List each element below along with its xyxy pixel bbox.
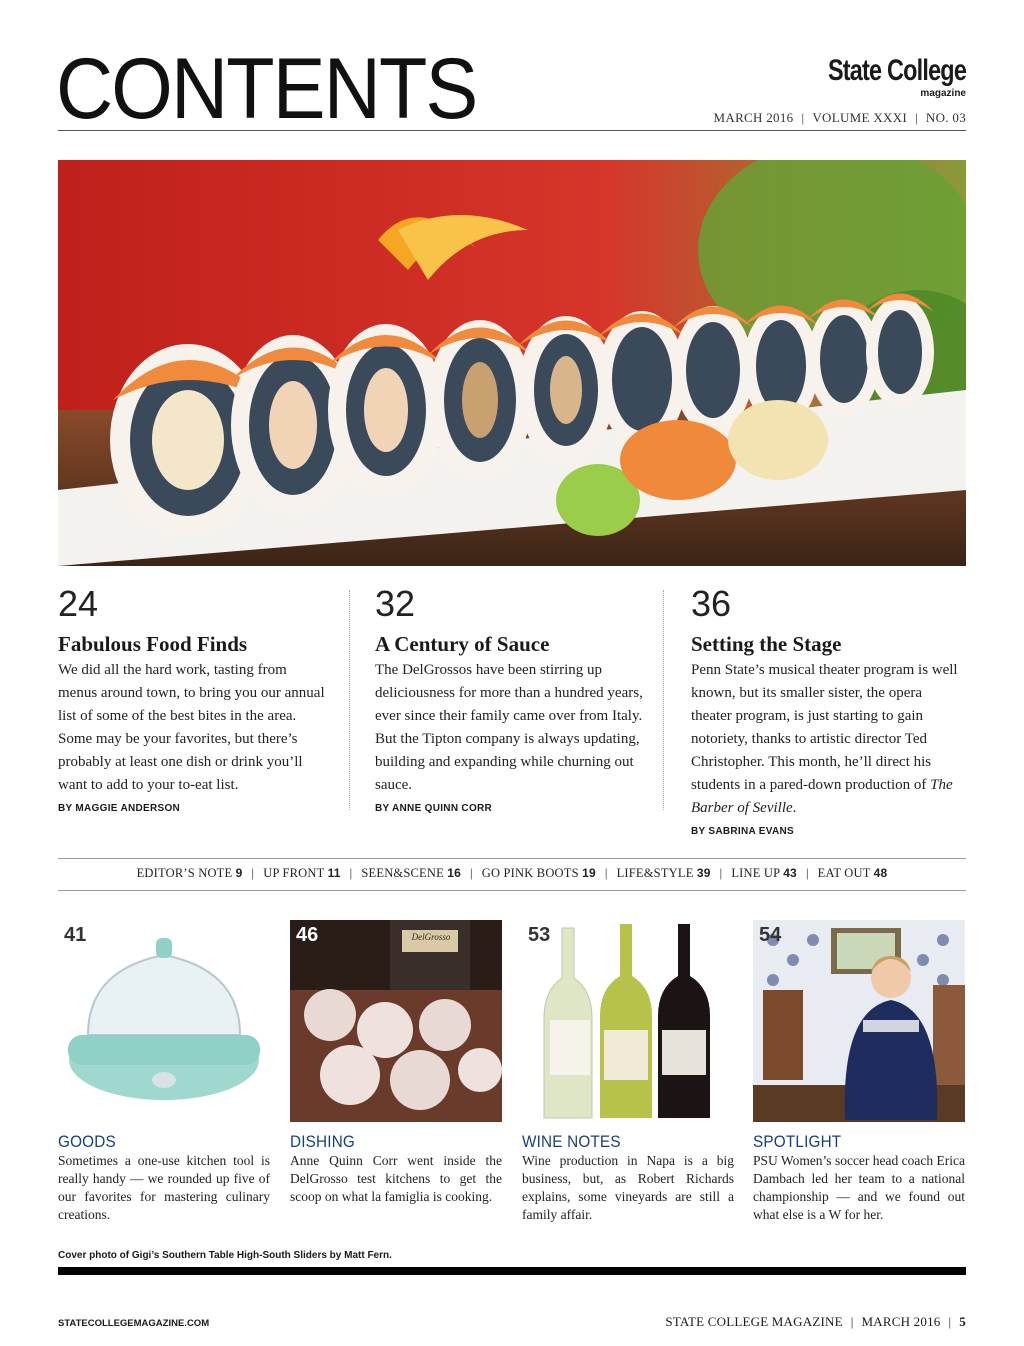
issue-line — [714, 110, 966, 126]
nav-item-up-front[interactable] — [263, 866, 340, 880]
dept-title[interactable]: WINE NOTES — [522, 1132, 621, 1151]
goods-photo[interactable] — [58, 920, 270, 1122]
dept-dishing[interactable] — [290, 920, 502, 1206]
nav-item-line-up[interactable] — [731, 866, 797, 880]
website-url[interactable]: STATECOLLEGEMAGAZINE.COM — [58, 1318, 210, 1329]
brand-sub: magazine — [920, 88, 966, 99]
hero-photo[interactable] — [58, 160, 966, 566]
issue-number: NO. 03 — [925, 110, 966, 125]
feature-36[interactable] — [691, 583, 966, 838]
header-rule — [58, 130, 966, 131]
coach-portrait-icon — [753, 920, 965, 1122]
dept-page-number: 54 — [759, 924, 782, 946]
dept-body: PSU Women’s soccer head coach Erica Dambach led her team to a national championship — and we found out what else is a W for her. — [753, 1153, 965, 1222]
nav-label: GO PINK BOOTS — [481, 866, 579, 880]
feature-body — [691, 659, 966, 820]
nav-label: LIFE&STYLE — [616, 866, 694, 880]
issue-volume: VOLUME XXXI — [812, 110, 908, 125]
dept-body: Sometimes a one-use kitchen tool is really handy — we rounded up five of our favorites for mastering culinary creations. — [58, 1153, 270, 1222]
wine-photo[interactable] — [522, 920, 734, 1122]
nav-rule-top — [58, 858, 966, 859]
dept-spotlight[interactable] — [753, 920, 965, 1224]
column-divider — [663, 590, 664, 810]
dept-page-number: 41 — [64, 924, 87, 946]
wine-bottles-icon — [522, 920, 734, 1122]
feature-title[interactable]: A Century of Sauce — [375, 632, 550, 656]
nav-label: LINE UP — [731, 866, 780, 880]
page-number: 5 — [959, 1314, 966, 1329]
cover-caption: Cover photo of Gigi’s Southern Table High-South Sliders by Matt Fern. — [58, 1250, 392, 1261]
separator: | — [251, 866, 255, 880]
dept-title[interactable]: GOODS — [58, 1132, 116, 1151]
separator: | — [719, 866, 723, 880]
nav-page: 43 — [783, 866, 797, 880]
nav-item-editors-note[interactable] — [137, 866, 243, 880]
nav-page: 39 — [696, 866, 711, 880]
magazine-logo — [789, 56, 966, 99]
jar-label: DelGrosso — [411, 932, 451, 942]
dept-body: Wine production in Napa is a big business, but, as Robert Richards explains, some vineyards are still a family affair. — [522, 1153, 734, 1222]
nav-item-seen-scene[interactable] — [361, 866, 461, 880]
brand-name: State College — [827, 54, 966, 87]
separator: | — [915, 110, 918, 125]
separator: | — [948, 1314, 952, 1329]
folio — [665, 1314, 966, 1330]
feature-title[interactable]: Fabulous Food Finds — [58, 632, 248, 656]
dept-body: Anne Quinn Corr went inside the DelGrosso test kitchens to get the scoop on what la famiglia is cooking. — [290, 1153, 502, 1204]
nav-page: 11 — [327, 866, 341, 880]
footer-bar — [58, 1267, 966, 1275]
separator: | — [604, 866, 608, 880]
feature-24[interactable] — [58, 583, 326, 815]
folio-month: MARCH 2016 — [861, 1314, 941, 1329]
nav-item-eat-out[interactable] — [818, 866, 888, 880]
nav-page: 16 — [447, 866, 462, 880]
separator: | — [349, 866, 353, 880]
feature-body-italic: The Barber of Seville — [691, 777, 953, 817]
feature-byline: BY SABRINA EVANS — [691, 826, 794, 838]
dept-page-number: 46 — [296, 924, 319, 946]
department-nav — [58, 866, 966, 881]
separator: | — [850, 1314, 854, 1329]
separator: | — [805, 866, 809, 880]
nav-label: SEEN&SCENE — [361, 866, 444, 880]
folio-magazine: STATE COLLEGE MAGAZINE — [665, 1314, 843, 1329]
egg-cooker-icon — [58, 920, 270, 1122]
sushi-roll-photo-icon — [58, 160, 966, 566]
feature-title[interactable]: Setting the Stage — [691, 632, 842, 656]
feature-body-text: Penn State’s musical theater program is well known, but its smaller sister, the opera theater program, is just starting to gain notoriety, thanks to artistic director Ted Christopher. This month, he’ll direct his students in a pared-down production of — [691, 662, 958, 794]
nav-label: EDITOR’S NOTE — [136, 866, 233, 880]
pizza-plate-icon — [290, 920, 502, 1122]
separator: | — [801, 110, 805, 125]
nav-item-life-style[interactable] — [617, 866, 711, 880]
feature-byline: BY MAGGIE ANDERSON — [58, 803, 181, 815]
nav-page: 19 — [582, 866, 596, 880]
feature-page-number: 32 — [375, 583, 416, 624]
nav-page: 48 — [873, 866, 888, 880]
nav-label: EAT OUT — [817, 866, 871, 880]
feature-page-number: 36 — [691, 583, 732, 624]
feature-byline: BY ANNE QUINN CORR — [375, 803, 493, 815]
dept-goods[interactable] — [58, 920, 270, 1224]
nav-item-go-pink-boots[interactable] — [482, 866, 596, 880]
column-divider — [349, 590, 350, 810]
dept-page-number: 53 — [528, 924, 551, 946]
feature-body: We did all the hard work, tasting from menus around town, to bring you our annual list of some of the best bites in the area. Some may be your favorites, but there’s probably at least one dish or drink you’ll want to add to your to-eat list. — [58, 662, 325, 794]
nav-label: UP FRONT — [263, 866, 325, 880]
dept-wine-notes[interactable] — [522, 920, 734, 1224]
separator: | — [470, 866, 473, 880]
spotlight-photo[interactable] — [753, 920, 965, 1122]
feature-32[interactable] — [375, 583, 643, 815]
dept-title[interactable]: SPOTLIGHT — [753, 1132, 842, 1151]
issue-date: MARCH 2016 — [713, 110, 794, 125]
feature-body-end: . — [792, 800, 797, 817]
feature-body: The DelGrossos have been stirring up deliciousness for more than a hundred years, ever since their family came over from Italy. But the Tipton company is always updating, building and expanding while churning out sauce. — [375, 662, 643, 794]
nav-rule-bottom — [58, 890, 966, 891]
nav-page: 9 — [235, 866, 243, 880]
dept-title[interactable]: DISHING — [290, 1132, 356, 1151]
dishing-photo[interactable] — [290, 920, 502, 1122]
feature-page-number: 24 — [58, 583, 99, 624]
page-title: CONTENTS — [56, 41, 477, 137]
